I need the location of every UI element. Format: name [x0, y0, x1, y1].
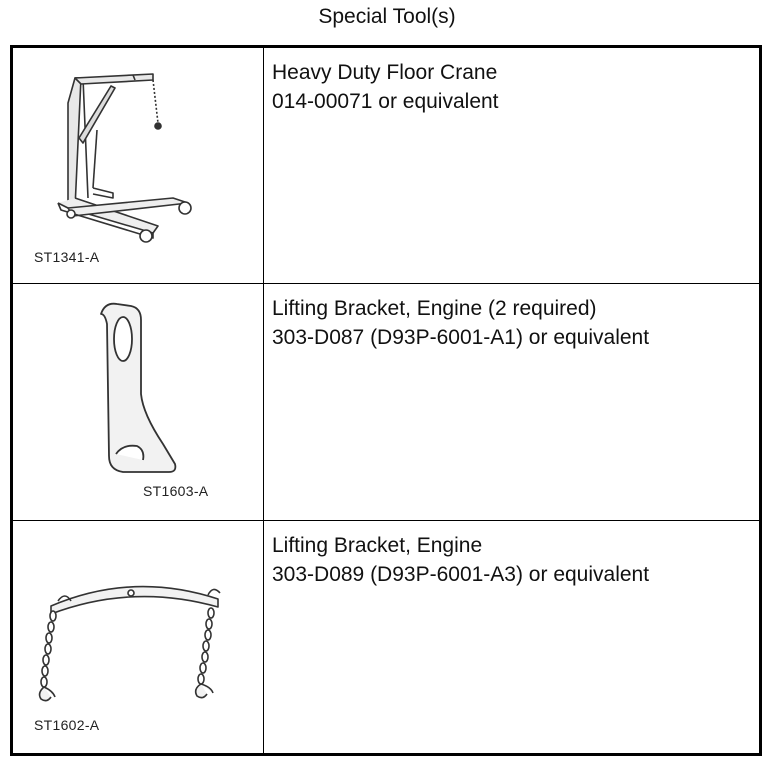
tool-description: [264, 284, 759, 521]
tool-ref-label: ST1603-A: [143, 483, 209, 499]
tool-image-cell: [13, 284, 264, 521]
tool-part-number: 303-D087 (D93P-6001-A1) or equivalent: [272, 326, 650, 349]
tool-description: [264, 48, 759, 284]
tool-name: Heavy Duty Floor Crane: [272, 61, 498, 84]
tool-description: [264, 521, 759, 753]
tool-name: Lifting Bracket, Engine (2 required): [272, 297, 597, 320]
tool-ref-label: ST1602-A: [34, 717, 100, 733]
tool-image-cell: [13, 48, 264, 284]
tool-image-cell: [13, 521, 264, 753]
tool-part-number: 303-D089 (D93P-6001-A3) or equivalent: [272, 563, 650, 586]
page-title: Special Tool(s): [318, 5, 456, 28]
lifting-bracket-illustration: [13, 284, 264, 521]
special-tools-table: [10, 45, 762, 756]
tool-name: Lifting Bracket, Engine: [272, 534, 483, 557]
tool-part-number: 014-00071 or equivalent: [272, 90, 499, 113]
tool-ref-label: ST1341-A: [34, 249, 100, 265]
